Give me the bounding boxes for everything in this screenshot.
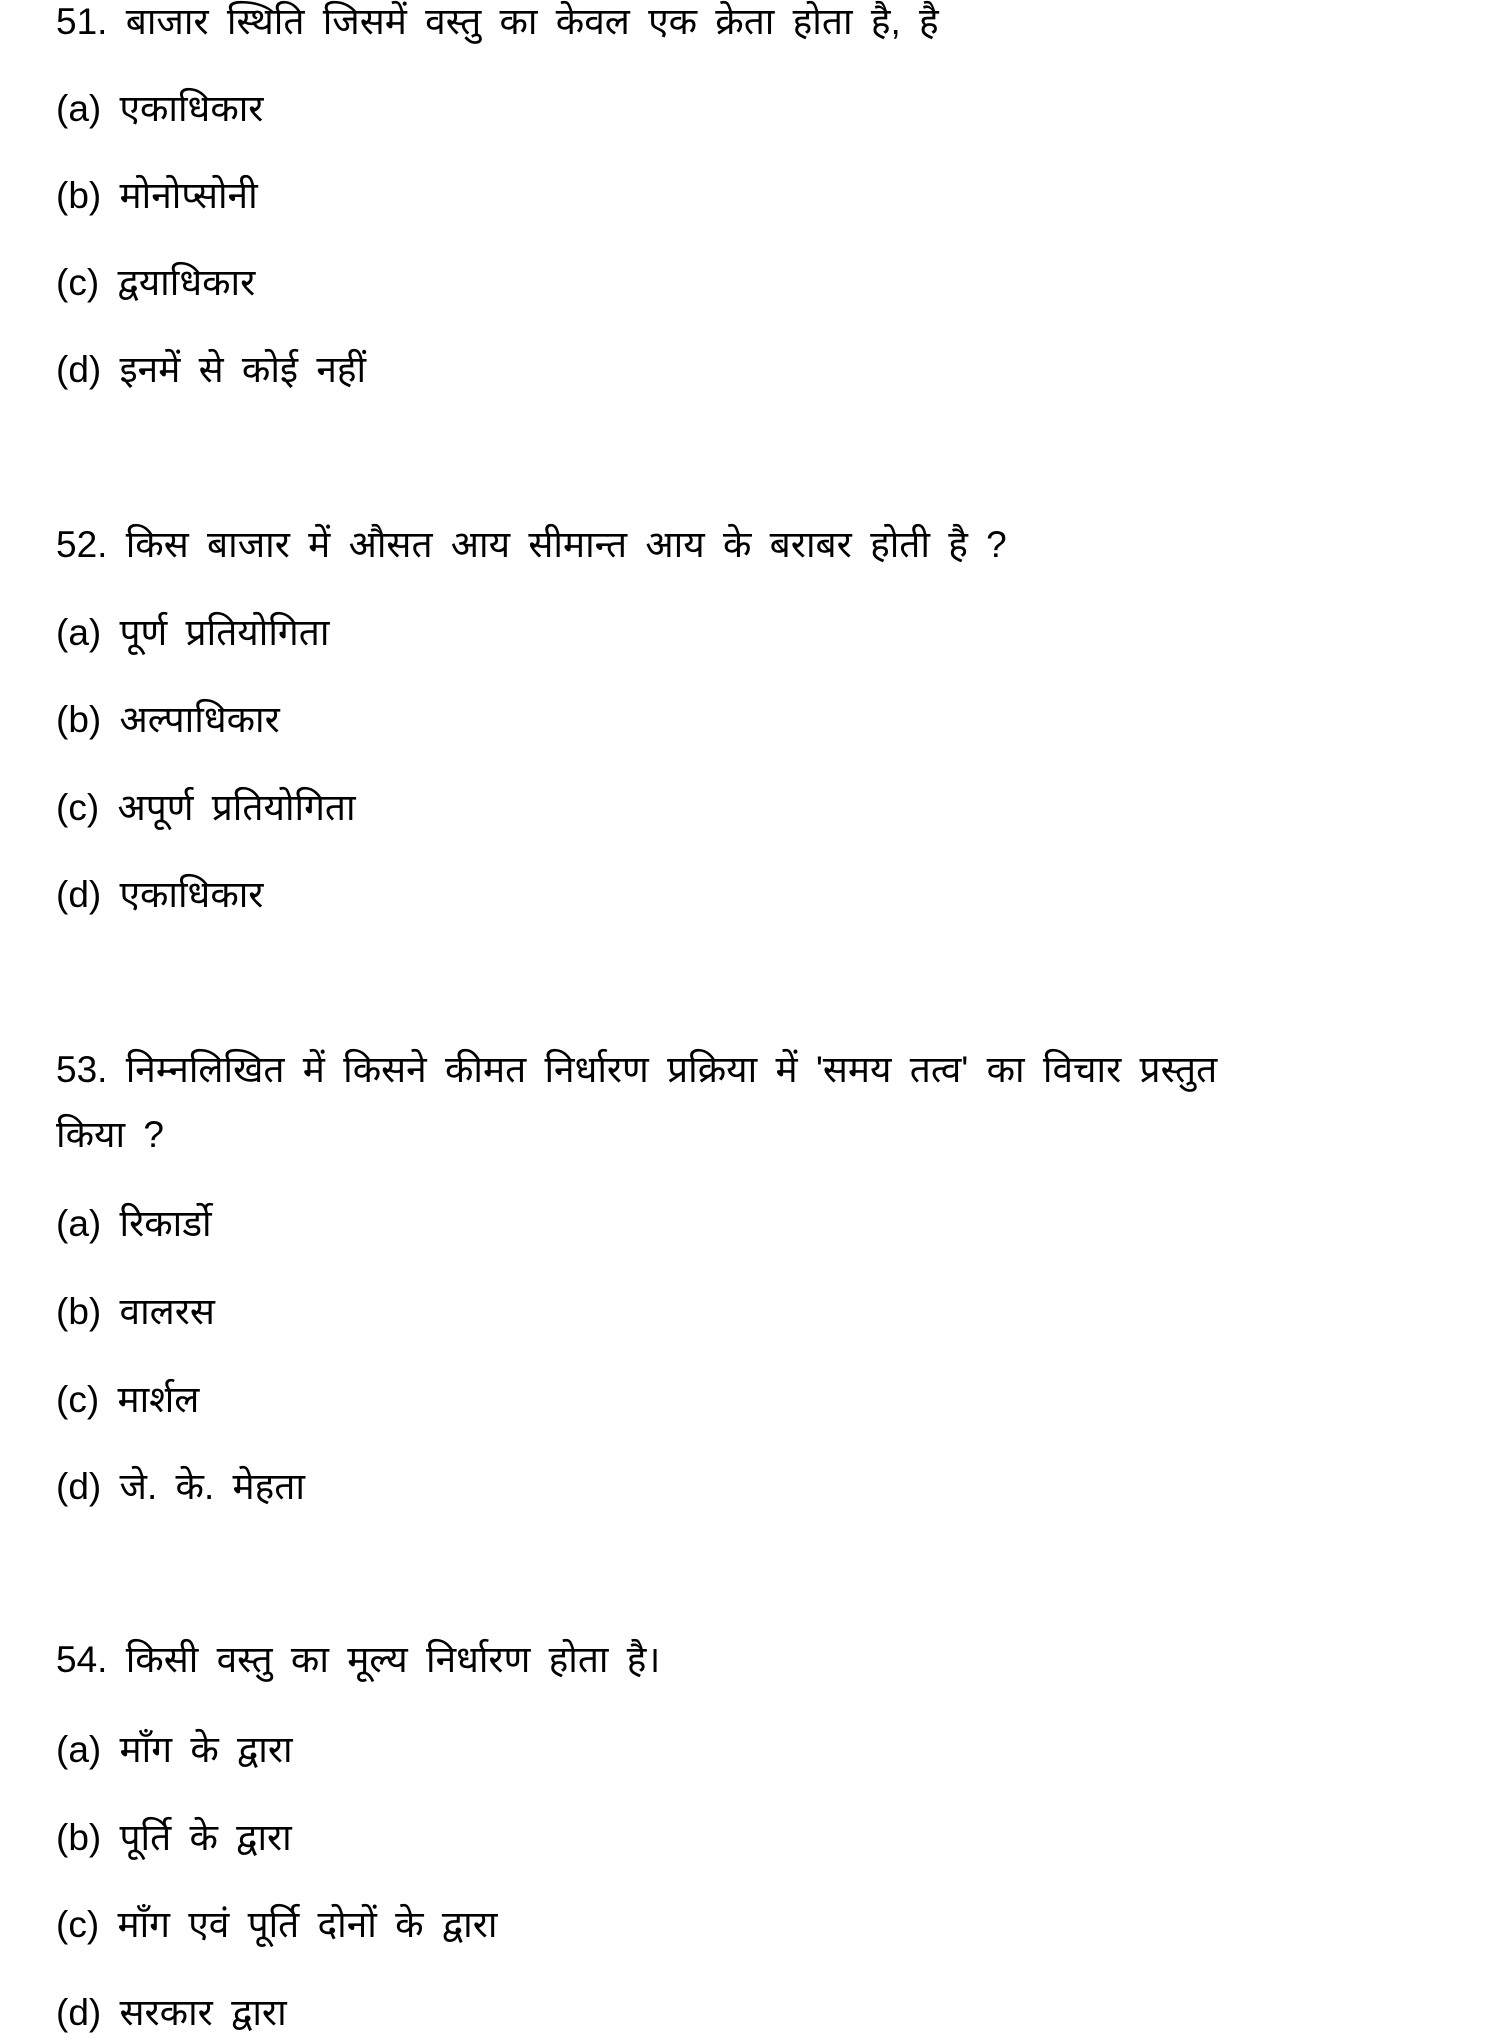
option-51-d: [56, 345, 366, 395]
option-label: (a): [56, 1203, 102, 1244]
option-label: (a): [56, 1729, 102, 1770]
option-text: जे. के. मेहता: [119, 1466, 305, 1507]
question-54: [56, 1635, 660, 1685]
option-54-c: [56, 1900, 497, 1950]
question-number: 52.: [56, 524, 108, 565]
question-text: निम्नलिखित में किसने कीमत निर्धारण प्रक्रिया में 'समय तत्व' का विचार प्रस्तुत: [125, 1049, 1218, 1090]
question-53: [56, 1045, 1217, 1095]
option-label: (c): [56, 262, 100, 303]
option-text: अल्पाधिकार: [119, 699, 280, 740]
option-text: एकाधिकार: [119, 874, 264, 915]
question-text: किसी वस्तु का मूल्य निर्धारण होता है।: [125, 1639, 661, 1680]
option-text: रिकार्डो: [119, 1203, 212, 1244]
option-53-b: [56, 1287, 215, 1337]
question-text: बाजार स्थिति जिसमें वस्तु का केवल एक क्रेता होता है, है: [125, 1, 939, 42]
question-number: 53.: [56, 1049, 108, 1090]
option-text: पूर्ण प्रतियोगिता: [119, 612, 330, 653]
option-text: इनमें से कोई नहीं: [119, 349, 367, 390]
option-text: वालरस: [119, 1291, 215, 1332]
option-text: मार्शल: [117, 1379, 200, 1420]
option-label: (b): [56, 1291, 102, 1332]
option-label: (d): [56, 349, 102, 390]
option-51-c: [56, 258, 255, 308]
option-52-a: [56, 608, 329, 658]
option-text: मोनोप्सोनी: [119, 175, 258, 216]
option-52-c: [56, 783, 356, 833]
option-label: (b): [56, 175, 102, 216]
option-52-b: [56, 695, 280, 745]
option-54-b: [56, 1813, 292, 1863]
option-text: अपूर्ण प्रतियोगिता: [117, 787, 356, 828]
option-label: (c): [56, 1904, 100, 1945]
option-label: (d): [56, 1992, 102, 2033]
option-54-a: [56, 1725, 293, 1775]
option-51-a: [56, 84, 263, 134]
question-number: 54.: [56, 1639, 108, 1680]
option-text: माँग एवं पूर्ति दोनों के द्वारा: [117, 1904, 498, 1945]
question-number: 51.: [56, 1, 108, 42]
question-53-continued: [56, 1110, 164, 1160]
option-label: (c): [56, 1379, 100, 1420]
option-text: माँग के द्वारा: [119, 1729, 293, 1770]
option-label: (d): [56, 1466, 102, 1507]
option-text: सरकार द्वारा: [119, 1992, 287, 2033]
option-text: एकाधिकार: [119, 88, 264, 129]
option-label: (d): [56, 874, 102, 915]
option-label: (b): [56, 699, 102, 740]
option-53-c: [56, 1375, 199, 1425]
option-label: (c): [56, 787, 100, 828]
option-53-a: [56, 1199, 212, 1249]
option-text: पूर्ति के द्वारा: [119, 1817, 292, 1858]
option-51-b: [56, 171, 258, 221]
option-label: (a): [56, 88, 102, 129]
option-54-d: [56, 1988, 287, 2038]
question-52: [56, 520, 1007, 570]
option-text: द्वयाधिकार: [117, 262, 256, 303]
option-53-d: [56, 1462, 305, 1512]
option-label: (b): [56, 1817, 102, 1858]
option-52-d: [56, 870, 263, 920]
option-label: (a): [56, 612, 102, 653]
question-text-continued: किया ?: [56, 1114, 164, 1155]
question-51: [56, 0, 939, 47]
question-text: किस बाजार में औसत आय सीमान्त आय के बराबर होती है ?: [125, 524, 1007, 565]
